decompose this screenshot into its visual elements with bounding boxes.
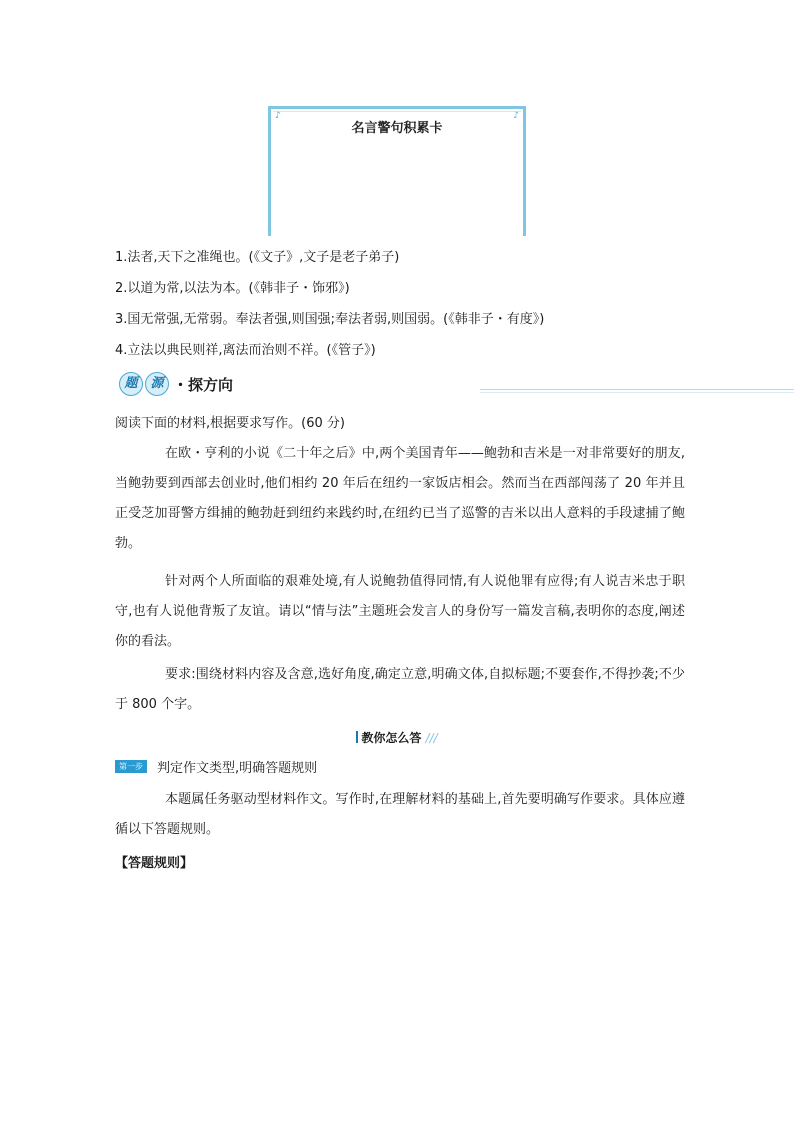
section-title: ・探方向	[173, 376, 234, 394]
quote-item: 3.国无常强,无常弱。奉法者强,则国强;奉法者弱,则国弱。(《韩非子・有度》)	[115, 312, 545, 327]
quote-item: 4.立法以典民则祥,离法而治则不祥。(《管子》)	[115, 343, 376, 358]
clip-icon: ♪	[275, 111, 281, 121]
guide-heading-slashes: ///	[425, 731, 438, 745]
section-divider	[480, 392, 794, 393]
card-title: 名言警句积累卡	[351, 121, 443, 136]
section-badge: 题	[119, 372, 143, 396]
section-divider	[480, 389, 794, 390]
quote-item: 1.法者,天下之准绳也。(《文子》,文子是老子弟子)	[115, 250, 400, 265]
section-header	[115, 372, 794, 400]
requirements-paragraph: 要求:围绕材料内容及含意,选好角度,确定立意,明确文体,自拟标题;不要套作,不得抄袭;不少于 800 个字。	[115, 667, 685, 712]
guide-heading-text: 教你怎么答	[361, 731, 422, 745]
quote-card	[268, 106, 526, 236]
quote-item: 2.以道为常,以法为本。(《韩非子・饰邪》)	[115, 281, 350, 296]
guide-body: 本题属任务驱动型材料作文。写作时,在理解材料的基础上,首先要明确写作要求。具体应遵循以下答题规则。	[115, 792, 685, 837]
section-badge: 源	[145, 372, 169, 396]
clip-icon: ♪	[513, 111, 519, 121]
guide-heading	[0, 729, 794, 746]
heading-bar	[356, 731, 358, 743]
rules-label: 【答题规则】	[115, 856, 194, 871]
step-tag: 第一步	[115, 760, 147, 773]
material-paragraph: 在欧・亨利的小说《二十年之后》中,两个美国青年——鲍勃和吉米是一对非常要好的朋友,当鲍勃要到西部去创业时,他们相约 20 年后在纽约一家饭店相会。然而当在西部闯荡了 20 年并且正受芝加哥警方缉捕的鲍勃赶到纽约来践约时,在纽约已当了巡警的吉米以出人意料的手段逮捕了鲍勃。	[115, 446, 685, 551]
writing-prompt: 阅读下面的材料,根据要求写作。(60 分)	[115, 416, 345, 431]
material-paragraph: 针对两个人所面临的艰难处境,有人说鲍勃值得同情,有人说他罪有应得;有人说吉米忠于职守,也有人说他背叛了友谊。请以“情与法”主题班会发言人的身份写一篇发言稿,表明你的态度,阐述你的看法。	[115, 574, 685, 649]
card-top-line	[273, 111, 521, 112]
step-text: 判定作文类型,明确答题规则	[157, 761, 318, 776]
